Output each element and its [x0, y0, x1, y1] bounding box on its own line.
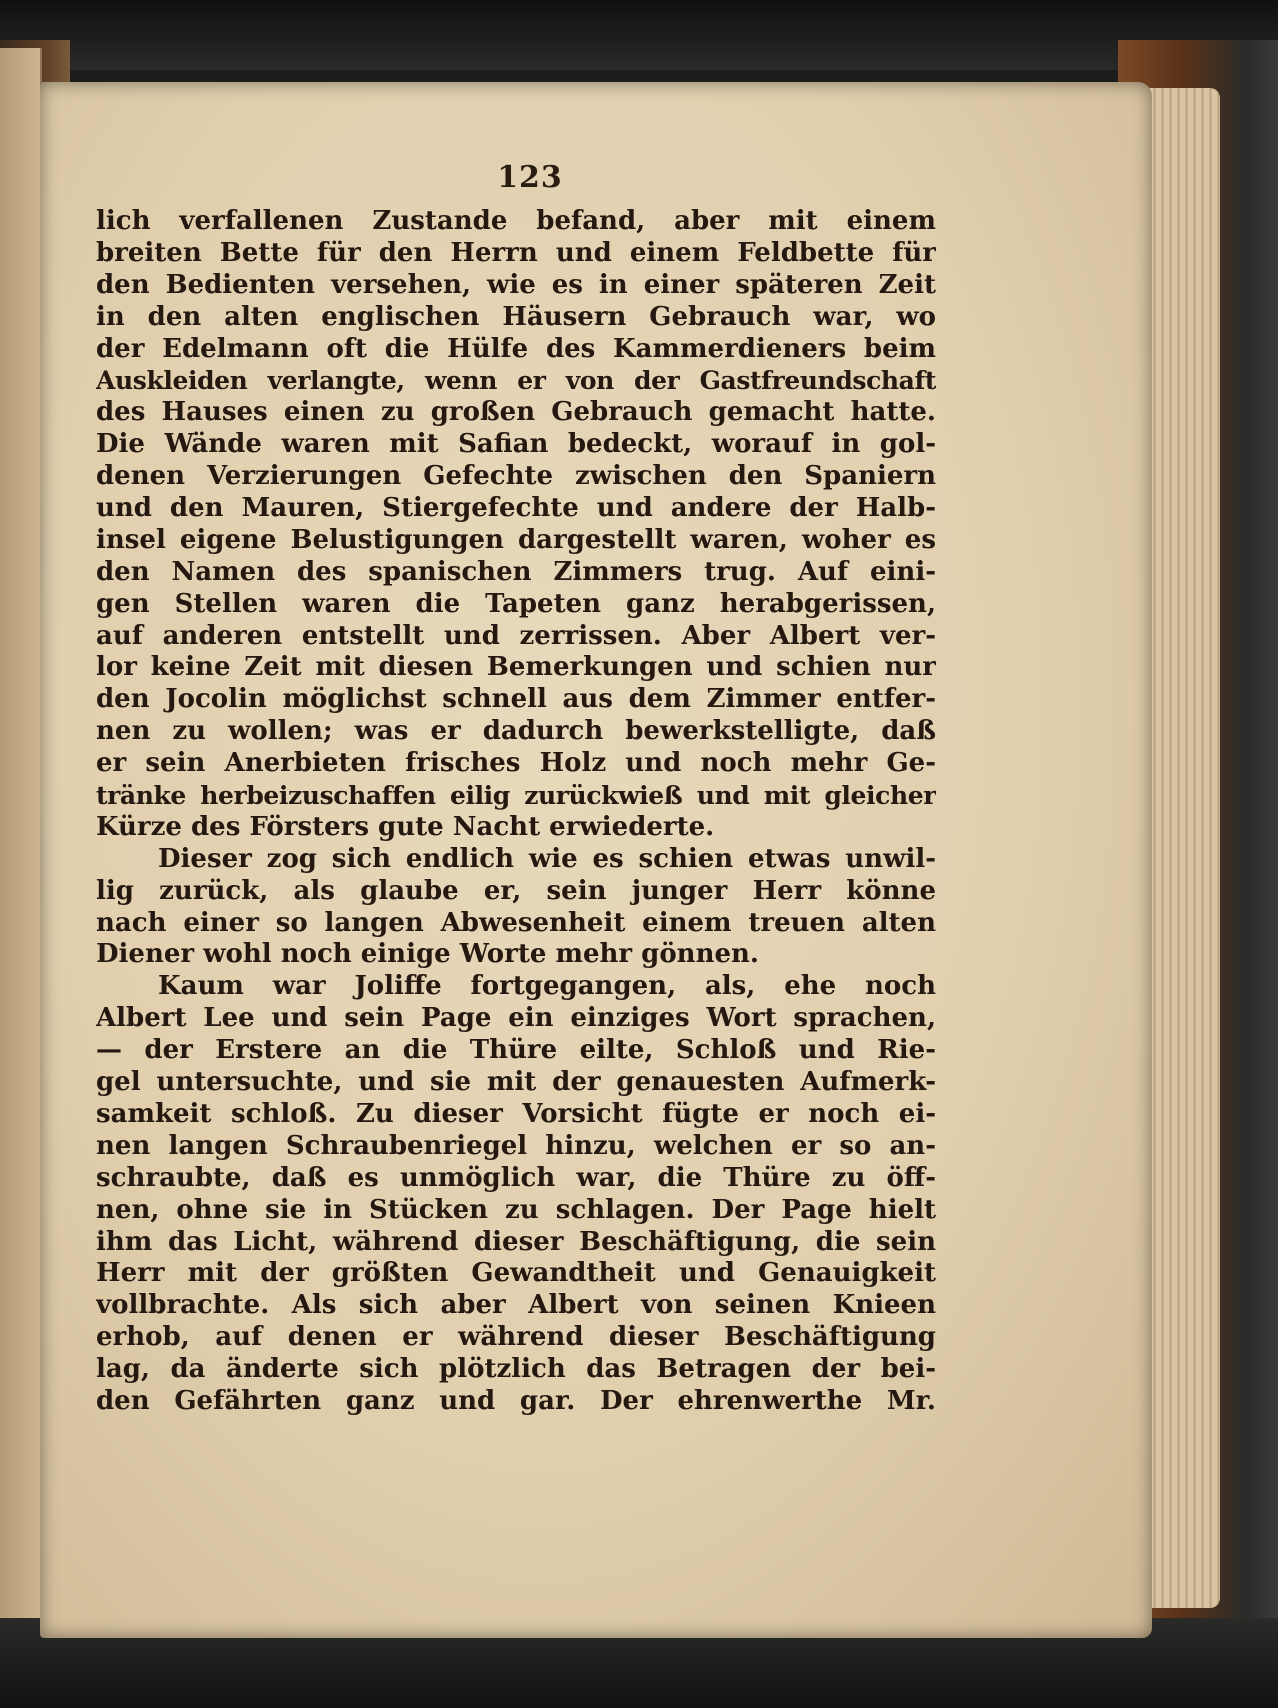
page-number: 123 — [497, 160, 563, 195]
text-line: Herr mit der größten Gewandtheit und Genauigkeit — [96, 1258, 936, 1289]
text-line: den Jocolin möglichst schnell aus dem Zimmer entfer- — [96, 684, 936, 715]
text-line: lag, da änderte sich plötzlich das Betragen der bei- — [96, 1354, 936, 1385]
text-line: den Bedienten versehen, wie es in einer späteren Zeit — [96, 269, 936, 300]
text-line: lig zurück, als glaube er, sein junger Herr könne — [96, 875, 936, 906]
text-line: erhob, auf denen er während dieser Beschäftigung — [96, 1322, 936, 1353]
text-line: er sein Anerbieten frisches Holz und noch mehr Ge- — [96, 748, 936, 779]
text-line: in den alten englischen Häusern Gebrauch war, wo — [96, 301, 936, 332]
text-line: Dieser zog sich endlich wie es schien etwas unwil- — [158, 843, 936, 874]
text-line: samkeit schloß. Zu dieser Vorsicht fügte er noch ei- — [96, 1098, 936, 1129]
page-stack-edges — [1140, 88, 1220, 1608]
text-line: Auskleiden verlangte, wenn er von der Gastfreundschaft — [96, 366, 936, 396]
text-line: Die Wände waren mit Safian bedeckt, worauf in gol- — [96, 429, 936, 460]
text-line: Diener wohl noch einige Worte mehr gönnen. — [96, 939, 759, 970]
text-line: lich verfallenen Zustande befand, aber mit einem — [96, 206, 936, 236]
text-line: schraubte, daß es unmöglich war, die Thüre zu öff- — [96, 1162, 936, 1193]
previous-page-edge — [0, 48, 42, 1628]
text-line: und den Mauren, Stiergefechte und andere der Halb- — [96, 493, 936, 524]
text-line: nen, ohne sie in Stücken zu schlagen. Der Page hielt — [96, 1194, 936, 1225]
text-line: Albert Lee und sein Page ein einziges Wort sprachen, — [96, 1003, 936, 1034]
text-line: — der Erstere an die Thüre eilte, Schloß und Rie- — [96, 1035, 936, 1066]
text-line: ihm das Licht, während dieser Beschäftigung, die sein — [96, 1226, 936, 1257]
text-line: gen Stellen waren die Tapeten ganz herabgerissen, — [96, 588, 936, 619]
text-line: auf anderen entstellt und zerrissen. Aber Albert ver- — [96, 620, 936, 651]
text-line: denen Verzierungen Gefechte zwischen den Spaniern — [96, 461, 936, 492]
text-line: nen zu wollen; was er dadurch bewerkstelligte, daß — [96, 716, 936, 747]
text-line: den Namen des spanischen Zimmers trug. Auf eini- — [96, 556, 936, 587]
text-line: des Hauses einen zu großen Gebrauch gemacht hatte. — [96, 397, 936, 428]
body-text — [96, 206, 936, 1418]
text-line: nach einer so langen Abwesenheit einem treuen alten — [96, 907, 936, 938]
text-line: gel untersuchte, und sie mit der genauesten Aufmerk- — [96, 1067, 936, 1098]
scan-background-top — [0, 0, 1278, 70]
text-line: lor keine Zeit mit diesen Bemerkungen und schien nur — [96, 652, 936, 683]
text-line: tränke herbeizuschaffen eilig zurückwieß und mit gleicher — [96, 781, 936, 811]
text-line: Kürze des Försters gute Nacht erwiederte. — [96, 811, 715, 842]
text-line: der Edelmann oft die Hülfe des Kammerdieners beim — [96, 333, 936, 364]
text-line: insel eigene Belustigungen dargestellt waren, woher es — [96, 524, 936, 555]
text-line: den Gefährten ganz und gar. Der ehrenwerthe Mr. — [96, 1385, 936, 1416]
text-line: Kaum war Joliffe fortgegangen, als, ehe noch — [158, 971, 936, 1002]
text-line: nen langen Schraubenriegel hinzu, welchen er so an- — [96, 1130, 936, 1161]
text-line: breiten Bette für den Herrn und einem Feldbette für — [96, 237, 936, 268]
text-line: vollbrachte. Als sich aber Albert von seinen Knieen — [96, 1290, 936, 1321]
